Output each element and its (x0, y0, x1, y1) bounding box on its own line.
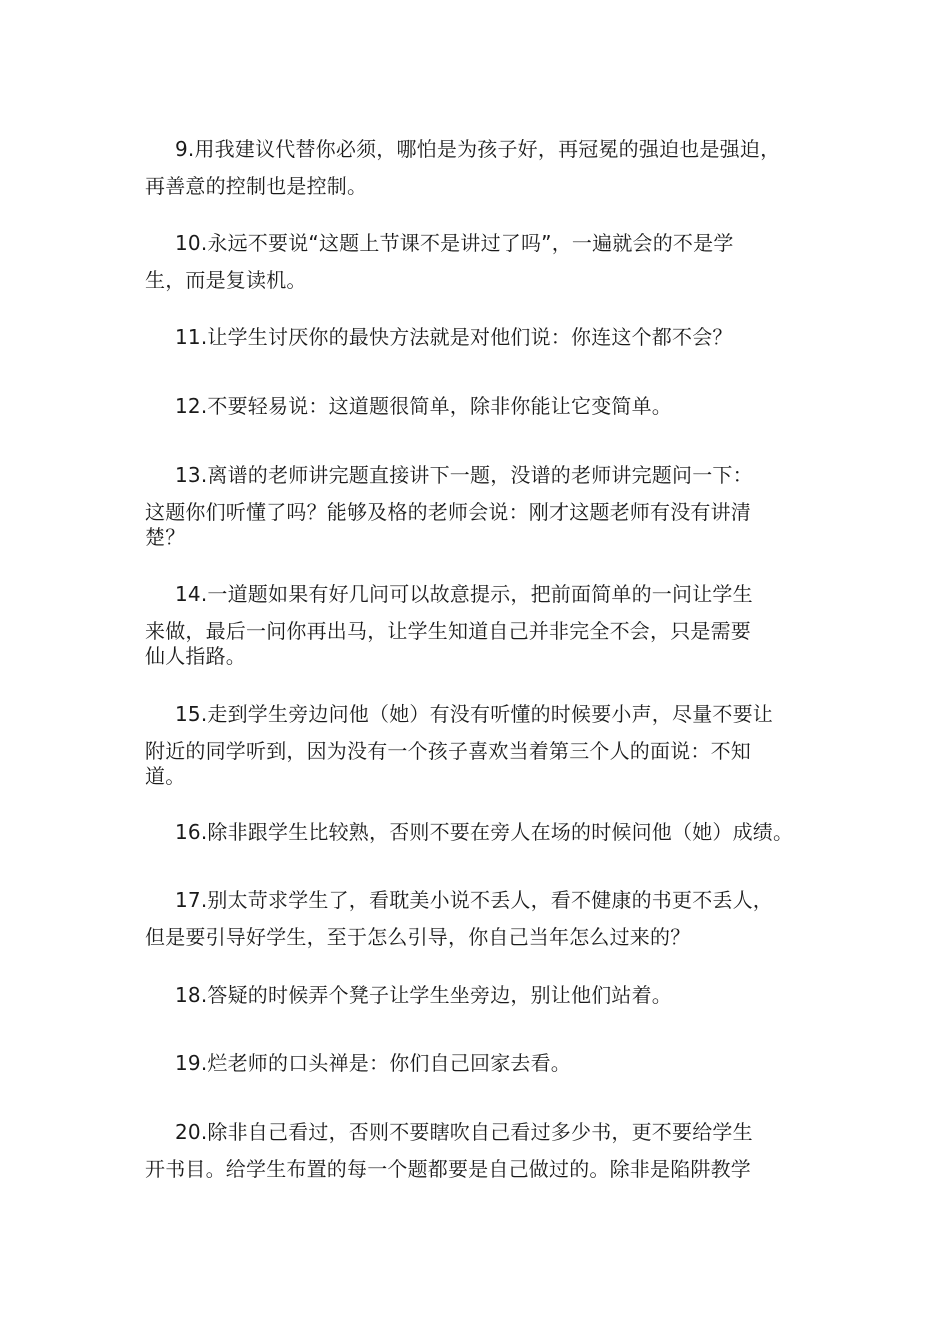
paragraph-line: 附近的同学听到，因为没有一个孩子喜欢当着第三个人的面说：不知 (145, 739, 751, 763)
paragraph-line: 17.别太苛求学生了，看耽美小说不丢人，看不健康的书更不丢人， (175, 888, 774, 912)
paragraph-14 (145, 580, 815, 670)
paragraph-10 (145, 229, 815, 294)
paragraph-20 (145, 1118, 815, 1183)
paragraph-17 (145, 886, 815, 951)
paragraph-line: 9.用我建议代替你必须，哪怕是为孩子好，再冠冕的强迫也是强迫， (175, 137, 781, 161)
paragraph-line: 10.永远不要说“这题上节课不是讲过了吗”，一遍就会的不是学 (175, 231, 734, 255)
paragraph-line: 11.让学生讨厌你的最快方法就是对他们说：你连这个都不会？ (175, 325, 733, 349)
paragraph-line: 开书目。给学生布置的每一个题都要是自己做过的。除非是陷阱教学 (145, 1157, 751, 1181)
paragraph-line: 18.答疑的时候弄个凳子让学生坐旁边，别让他们站着。 (175, 983, 673, 1007)
paragraph-line: 14.一道题如果有好几问可以故意提示，把前面简单的一问让学生 (175, 582, 753, 606)
paragraph-15 (145, 700, 815, 790)
paragraph-line: 但是要引导好学生，至于怎么引导，你自己当年怎么过来的？ (145, 925, 691, 949)
paragraph-line: 13.离谱的老师讲完题直接讲下一题，没谱的老师讲完题问一下： (175, 463, 753, 487)
paragraph-18 (145, 981, 815, 1009)
paragraph-line: 来做，最后一问你再出马，让学生知道自己并非完全不会，只是需要 (145, 619, 751, 643)
paragraph-line: 19.烂老师的口头禅是：你们自己回家去看。 (175, 1051, 572, 1075)
paragraph-16 (145, 818, 815, 846)
paragraph-19 (145, 1049, 815, 1077)
paragraph-line: 这题你们听懂了吗？能够及格的老师会说：刚才这题老师有没有讲清 (145, 500, 751, 524)
paragraph-line: 再善意的控制也是控制。 (145, 174, 368, 198)
paragraph-12 (145, 392, 815, 420)
paragraph-line: 20.除非自己看过，否则不要瞎吹自己看过多少书，更不要给学生 (175, 1120, 753, 1144)
paragraph-11 (145, 323, 815, 351)
paragraph-line: 12.不要轻易说：这道题很简单，除非你能让它变简单。 (175, 394, 673, 418)
paragraph-line: 道。 (145, 764, 186, 788)
paragraph-13 (145, 461, 815, 551)
paragraph-line: 15.走到学生旁边问他（她）有没有听懂的时候要小声，尽量不要让 (175, 702, 774, 726)
paragraph-line: 楚？ (145, 525, 186, 549)
paragraph-9 (145, 135, 815, 200)
paragraph-line: 16.除非跟学生比较熟，否则不要在旁人在场的时候问他（她）成绩。 (175, 820, 794, 844)
paragraph-line: 生，而是复读机。 (145, 268, 307, 292)
paragraph-line: 仙人指路。 (145, 644, 246, 668)
